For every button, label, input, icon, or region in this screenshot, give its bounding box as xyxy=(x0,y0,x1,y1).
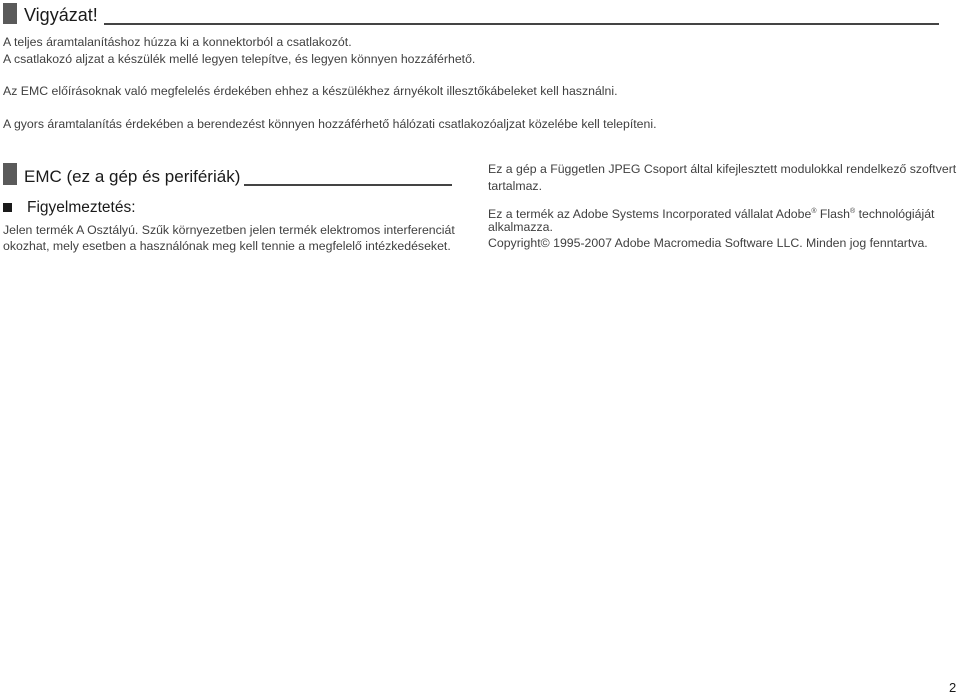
section-marker xyxy=(3,163,17,185)
registered-mark: ® xyxy=(850,208,856,215)
adobe-text-post: technológiáját xyxy=(855,207,935,221)
section-marker xyxy=(3,3,17,24)
emc-rule xyxy=(244,184,452,186)
header-rule xyxy=(104,23,939,25)
emc-title: EMC (ez a gép és perifériák) xyxy=(24,167,241,186)
warning-line: A teljes áramtalanításhoz húzza ki a konnektorból a csatlakozót. xyxy=(3,35,352,49)
jpeg-line: Ez a gép a Független JPEG Csoport által kifejlesztett modulokkal rendelkező szoftvert xyxy=(488,162,957,176)
page-number: 2 xyxy=(949,680,957,695)
registered-mark: ® xyxy=(811,208,817,215)
adobe-line-2: alkalmazza. xyxy=(488,220,553,234)
adobe-text-pre: Ez a termék az Adobe Systems Incorporated vállalat Adobe xyxy=(488,207,812,221)
warning-line: A gyors áramtalanítás érdekében a berendezést könnyen hozzáférhető hálózati csatlakozóaljzat közelébe kell telepíteni. xyxy=(3,117,657,131)
jpeg-line: tartalmaz. xyxy=(488,179,542,193)
warning-title: Vigyázat! xyxy=(24,5,98,25)
bullet-square-icon xyxy=(3,203,12,212)
emc-subtitle: Figyelmeztetés: xyxy=(27,199,136,216)
warning-line: Az EMC előírásoknak való megfelelés érdekében ehhez a készülékhez árnyékolt illesztőkábeleket kell használni. xyxy=(3,84,618,98)
adobe-line xyxy=(488,203,934,223)
emc-line: okozhat, mely esetben a használónak meg kell tennie a megfelelő intézkedéseket. xyxy=(3,239,451,253)
adobe-text-mid: Flash xyxy=(816,207,850,221)
copyright-line: Copyright© 1995-2007 Adobe Macromedia Software LLC. Minden jog fenntartva. xyxy=(488,236,928,250)
warning-line: A csatlakozó aljzat a készülék mellé legyen telepítve, és legyen könnyen hozzáférhető. xyxy=(3,52,476,66)
emc-line: Jelen termék A Osztályú. Szűk környezetben jelen termék elektromos interferenciát xyxy=(3,223,455,237)
